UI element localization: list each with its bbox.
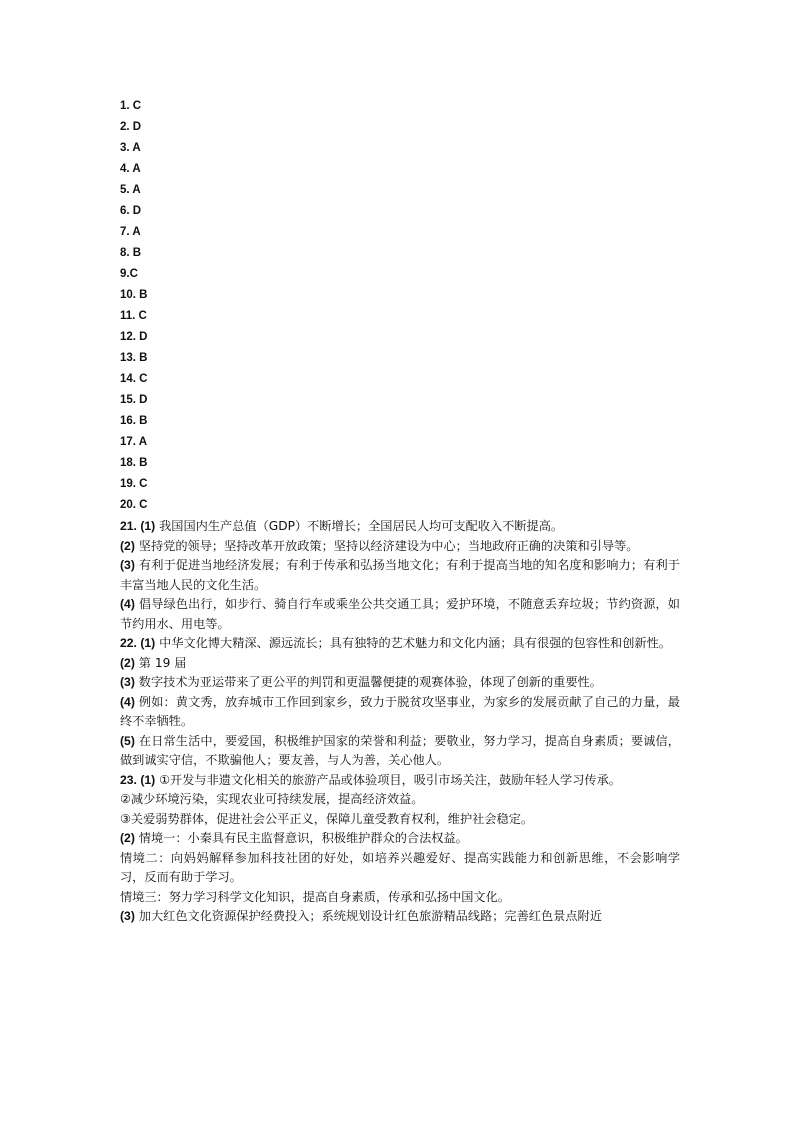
- question-23: [120, 771, 680, 927]
- q21-part-4-text: 倡导绿色出行，如步行、骑自行车或乘坐公共交通工具；爱护环境，不随意丢弃垃圾；节约资源，如节约用水、用电等。: [120, 597, 680, 631]
- mc-answer: 3. A: [120, 142, 141, 154]
- mc-answer: 2. D: [120, 121, 142, 133]
- q22-part-4-number: (4): [120, 694, 135, 709]
- q23-part-1-number: 23. (1): [120, 772, 156, 787]
- q22-part-2: [120, 654, 680, 674]
- mc-answer: 17. A: [120, 436, 148, 448]
- q23-part-2-scenario-2: 情境二：向妈妈解释参加科技社团的好处，如培养兴趣爱好、提高实践能力和创新思维，不会影响学习，反而有助于学习。: [120, 850, 680, 884]
- mc-answer: 13. B: [120, 352, 148, 364]
- mc-answer: 15. D: [120, 394, 148, 406]
- q22-part-3-number: (3): [120, 675, 135, 689]
- q23-part-1-text: ①开发与非遗文化相关的旅游产品或体验项目，吸引市场关注，鼓励年轻人学习传承。: [155, 772, 621, 787]
- q22-part-5-text: 在日常生活中，要爱国，积极维护国家的荣誉和利益；要敬业，努力学习，提高自身素质；要诚信，做到诚实守信，不欺骗他人；要友善，与人为善，关心他人。: [120, 733, 680, 767]
- q21-part-1-number: 21. (1): [120, 519, 156, 533]
- q22-part-1-number: 22. (1): [120, 636, 156, 650]
- mc-answer: 16. B: [120, 415, 148, 427]
- answer-sheet: [120, 96, 680, 927]
- q21-part-3-number: (3): [120, 558, 135, 572]
- q22-part-4-text: 例如：黄文秀，放弃城市工作回到家乡，致力于脱贫攻坚事业，为家乡的发展贡献了自己的力量，最终不幸牺牲。: [120, 694, 680, 728]
- question-22: [120, 634, 680, 771]
- mc-answer: 5. A: [120, 184, 141, 196]
- q21-part-4-number: (4): [120, 597, 135, 611]
- q22-part-5-number: (5): [120, 733, 135, 748]
- q23-part-2-number: (2): [120, 831, 135, 845]
- q21-part-1-text: 我国国内生产总值（GDP）不断增长；全国居民人均可支配收入不断提高。: [155, 519, 564, 533]
- multiple-choice-answers: [120, 96, 680, 516]
- mc-answer: 9.C: [120, 268, 138, 280]
- q22-part-1: [120, 634, 680, 654]
- mc-answer: 20. C: [120, 499, 148, 511]
- q22-part-3: [120, 673, 680, 693]
- mc-answer: 12. D: [120, 331, 148, 343]
- q22-part-3-text: 数字技术为亚运带来了更公平的判罚和更温馨便捷的观赛体验，体现了创新的重要性。: [134, 675, 602, 689]
- mc-answer: 14. C: [120, 373, 148, 385]
- q23-part-2-text: 情境一：小秦具有民主监督意识，积极维护群众的合法权益。: [134, 831, 468, 845]
- q23-part-3: [120, 907, 680, 927]
- mc-answer: 1. C: [120, 100, 142, 112]
- q22-part-4: [120, 693, 680, 732]
- mc-answer: 19. C: [120, 478, 148, 490]
- q22-part-1-text: 中华文化博大精深、源远流长；具有独特的艺术魅力和文化内涵；具有很强的包容性和创新性。: [155, 636, 671, 650]
- q22-part-2-text: 第 19 届: [134, 655, 187, 670]
- q22-part-5: [120, 732, 680, 771]
- q23-part-1-point-3: ③关爱弱势群体，促进社会公平正义，保障儿童受教育权利，维护社会稳定。: [120, 811, 534, 826]
- q21-part-1: [120, 517, 680, 537]
- q23-part-2-scenario-3: 情境三：努力学习科学文化知识，提高自身素质，传承和弘扬中国文化。: [120, 889, 510, 904]
- q21-part-2-text: 坚持党的领导；坚持改革开放政策；坚持以经济建设为中心；当地政府正确的决策和引导等。: [134, 538, 639, 553]
- mc-answer: 7. A: [120, 226, 141, 238]
- q22-part-2-number: (2): [120, 655, 135, 670]
- q21-part-3: [120, 556, 680, 595]
- q23-part-1-point-2: ②减少环境污染，实现农业可持续发展，提高经济效益。: [120, 792, 424, 806]
- mc-answer: 10. B: [120, 289, 148, 301]
- q21-part-4: [120, 595, 680, 634]
- mc-answer: 18. B: [120, 457, 148, 469]
- question-21: [120, 517, 680, 634]
- mc-answer: 4. A: [120, 163, 141, 175]
- q23-part-3-number: (3): [120, 909, 135, 923]
- mc-answer: 8. B: [120, 247, 142, 259]
- mc-answer: 11. C: [120, 310, 147, 322]
- q21-part-2: [120, 537, 680, 557]
- q23-part-2: [120, 829, 680, 849]
- q23-part-1: [120, 771, 680, 791]
- q21-part-3-text: 有利于促进当地经济发展；有利于传承和弘扬当地文化；有利于提高当地的知名度和影响力；有利于丰富当地人民的文化生活。: [120, 558, 680, 592]
- q23-part-3-text: 加大红色文化资源保护经费投入；系统规划设计红色旅游精品线路；完善红色景点附近: [134, 909, 602, 923]
- mc-answer: 6. D: [120, 205, 142, 217]
- q21-part-2-number: (2): [120, 538, 135, 553]
